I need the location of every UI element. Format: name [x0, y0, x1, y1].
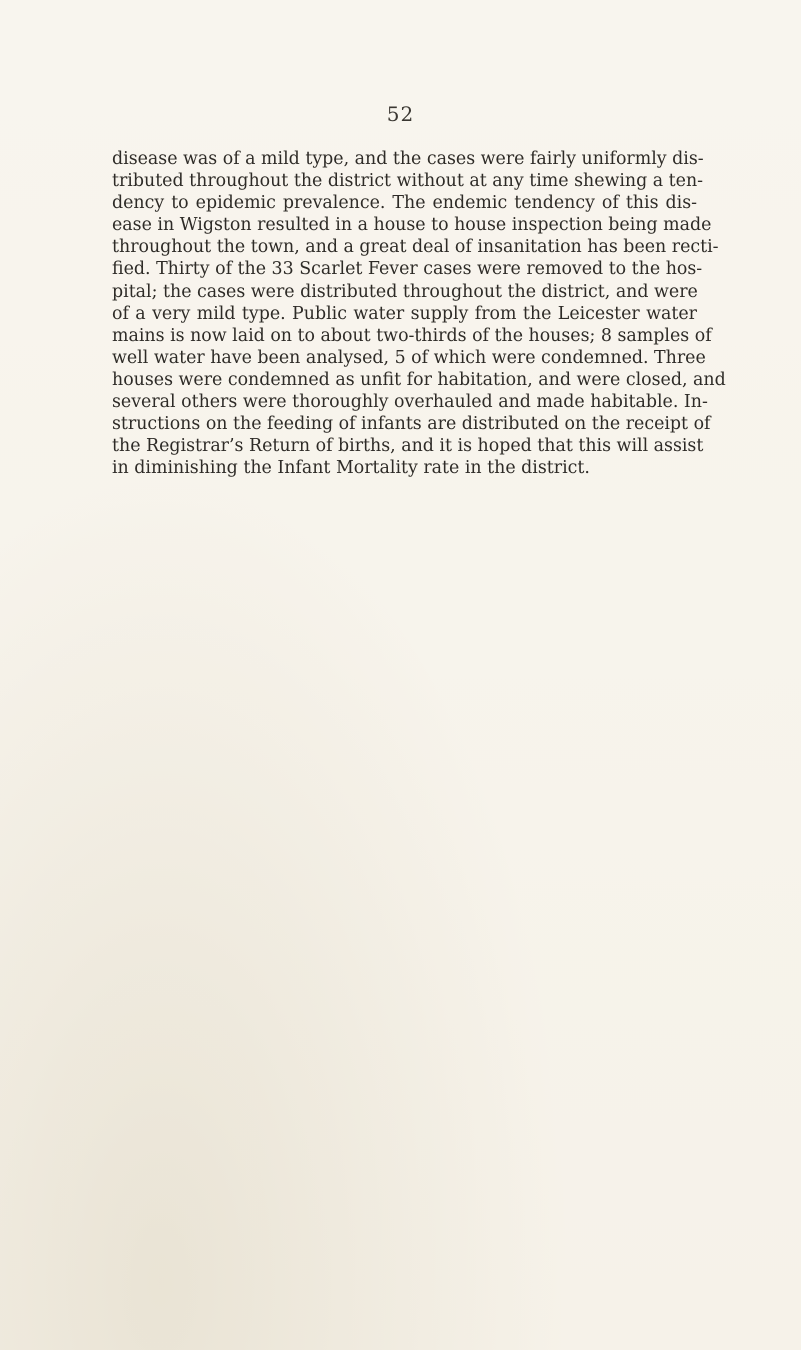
text-line-last: in diminishing the Infant Mortality rate in the district.: [112, 458, 590, 479]
text-line: tributed throughout the district without at any time shewing a ten-: [112, 171, 704, 192]
text-line: well water have been analysed, 5 of which were condemned. Three: [112, 347, 706, 368]
text-line: fied. Thirty of the 33 Scarlet Fever cases were removed to the hos-: [112, 259, 703, 280]
text-line: structions on the feeding of infants are distributed on the receipt of: [112, 414, 711, 435]
text-line: pital; the cases were distributed throughout the district, and were: [112, 281, 698, 302]
text-line: of a very mild type. Public water supply from the Leicester water: [112, 303, 697, 324]
page-number: 52: [386, 102, 415, 126]
body-paragraph: [112, 148, 726, 479]
text-line: throughout the town, and a great deal of insanitation has been recti-: [112, 237, 719, 258]
text-line: ease in Wigston resulted in a house to house inspection being made: [112, 215, 712, 236]
text-line: houses were condemned as unfit for habitation, and were closed, and: [112, 369, 726, 390]
text-line: dency to epidemic prevalence. The endemic tendency of this dis-: [112, 193, 697, 214]
text-line: mains is now laid on to about two-thirds of the houses; 8 samples of: [112, 325, 712, 346]
text-line: the Registrar’s Return of births, and it is hoped that this will assist: [112, 436, 704, 457]
text-line: disease was of a mild type, and the cases were fairly uniformly dis-: [112, 149, 704, 169]
text-line: several others were thoroughly overhauled and made habitable. In-: [112, 392, 708, 413]
